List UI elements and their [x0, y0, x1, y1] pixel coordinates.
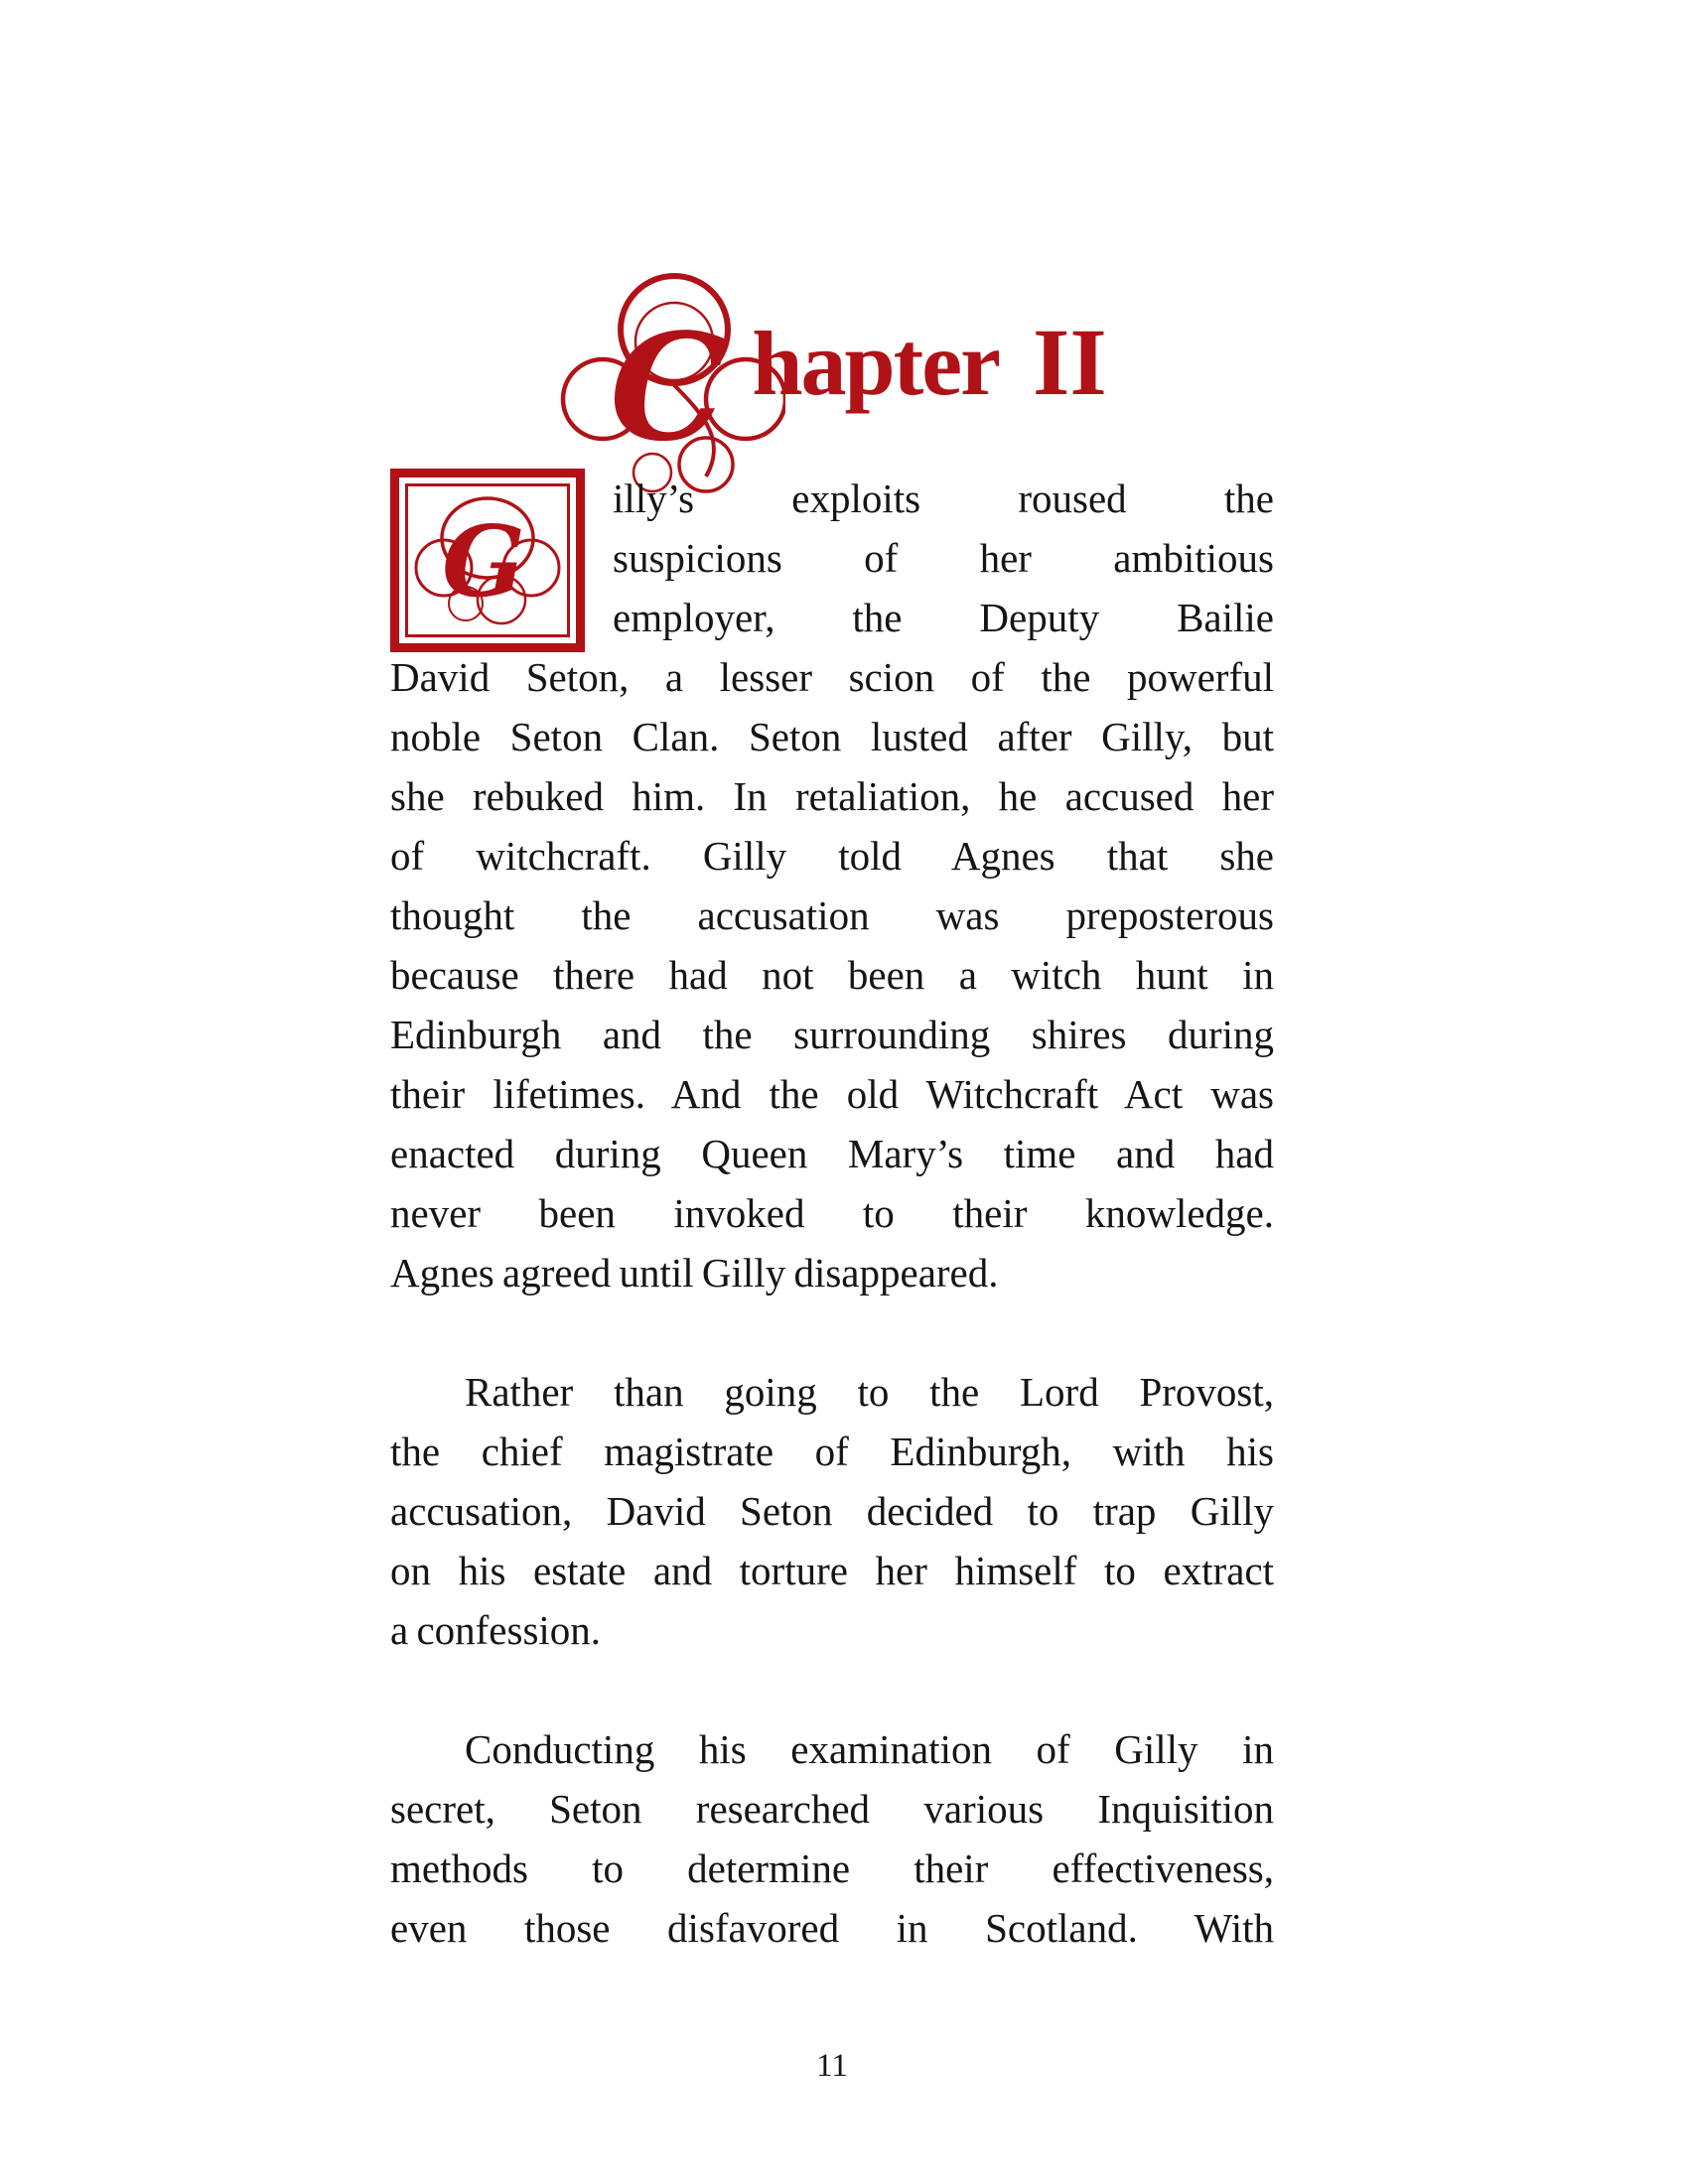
- chapter-numeral: II: [1032, 309, 1107, 415]
- text-line: thought the accusation was preposterous: [390, 892, 1274, 938]
- text-line: Edinburgh and the surrounding shires during: [390, 1012, 1274, 1057]
- paragraph-1: [390, 469, 1274, 1302]
- text-line: because there had not been a witch hunt in: [390, 952, 1274, 998]
- text-line: even those disfavored in Scotland. With: [390, 1905, 1274, 1951]
- body-text-column: [390, 469, 1274, 2017]
- paragraph-3: [390, 1719, 1274, 1958]
- chapter-initial: C: [610, 301, 728, 474]
- chapter-heading: [390, 268, 1274, 501]
- paragraph-2: [390, 1362, 1274, 1660]
- page-number: 11: [816, 2048, 848, 2084]
- text-line: Rather than going to the Lord Provost,: [465, 1369, 1274, 1415]
- drop-cap-box: [390, 469, 585, 652]
- text-line: the chief magistrate of Edinburgh, with his: [390, 1429, 1274, 1474]
- text-line: on his estate and torture her himself to extract: [390, 1548, 1274, 1593]
- dropcap-monogram-g-icon: [410, 488, 565, 633]
- text-line: she rebuked him. In retaliation, he accused her: [390, 773, 1274, 819]
- text-line: Agnes agreed until Gilly disappeared.: [390, 1250, 999, 1296]
- text-line: their lifetimes. And the old Witchcraft Act was: [390, 1071, 1274, 1117]
- text-line: enacted during Queen Mary’s time and had: [390, 1131, 1274, 1176]
- text-line: a confession.: [390, 1607, 602, 1653]
- text-line: Conducting his examination of Gilly in: [465, 1726, 1274, 1772]
- text-line: accusation, David Seton decided to trap Gilly: [390, 1488, 1274, 1534]
- text-line: noble Seton Clan. Seton lusted after Gilly, but: [390, 714, 1274, 759]
- text-line: illy’s exploits roused the: [613, 476, 1274, 521]
- chapter-word: hapter: [752, 313, 999, 414]
- text-line: David Seton, a lesser scion of the powerful: [390, 654, 1274, 700]
- text-line: secret, Seton researched various Inquisition: [390, 1786, 1274, 1832]
- text-line: never been invoked to their knowledge.: [390, 1190, 1274, 1236]
- text-line: methods to determine their effectiveness,: [390, 1845, 1274, 1891]
- text-line: of witchcraft. Gilly told Agnes that she: [390, 833, 1274, 879]
- drop-cap-letter: G: [442, 504, 525, 619]
- text-line: employer, the Deputy Bailie: [613, 595, 1274, 640]
- text-line: suspicions of her ambitious: [613, 535, 1274, 581]
